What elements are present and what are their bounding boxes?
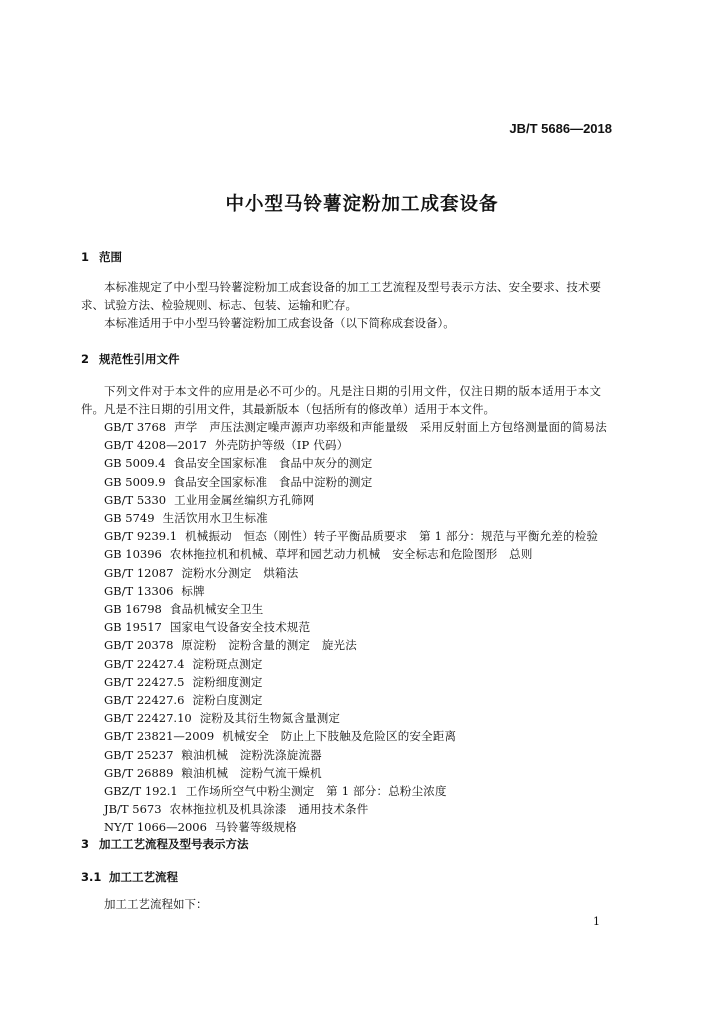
reference-title: 淀粉细度测定 [192, 674, 263, 689]
section-1-heading [81, 249, 122, 265]
reference-title: 原淀粉 淀粉含量的测定 旋光法 [181, 638, 357, 653]
reference-code: GB/T 22427.10 [104, 711, 192, 726]
reference-list [104, 418, 607, 837]
reference-item [104, 527, 607, 545]
reference-code: GB 16798 [104, 602, 162, 617]
reference-code: NY/T 1066—2006 [104, 820, 207, 835]
reference-item [104, 782, 607, 800]
reference-code: GB 19517 [104, 620, 162, 635]
reference-item [104, 618, 607, 636]
reference-code: GB 5009.9 [104, 474, 166, 489]
reference-title: 食品安全国家标准 食品中灰分的测定 [173, 456, 373, 471]
section-title: 规范性引用文件 [99, 352, 180, 366]
reference-title: 农林拖拉机及机具涂漆 通用技术条件 [169, 802, 369, 817]
section-number: 1 [81, 250, 90, 264]
reference-code: GB/T 9239.1 [104, 529, 178, 544]
reference-item [104, 655, 607, 673]
reference-title: 淀粉及其衍生物氮含量测定 [199, 711, 341, 726]
standard-number: JB/T 5686—2018 [509, 121, 612, 136]
reference-code: GBZ/T 192.1 [104, 784, 178, 799]
reference-title: 标牌 [181, 583, 205, 598]
document-title: 中小型马铃薯淀粉加工成套设备 [225, 194, 499, 215]
reference-code: GB/T 20378 [104, 638, 174, 653]
reference-title: 淀粉白度测定 [192, 693, 263, 708]
reference-code: GB/T 4208—2017 [104, 438, 207, 453]
reference-code: GB/T 22427.6 [104, 693, 185, 708]
reference-code: GB/T 12087 [104, 565, 174, 580]
reference-item [104, 491, 607, 509]
reference-item [104, 454, 607, 472]
reference-title: 食品安全国家标准 食品中淀粉的测定 [173, 474, 373, 489]
reference-item [104, 418, 607, 436]
reference-item [104, 709, 607, 727]
reference-item [104, 473, 607, 491]
reference-code: GB/T 3768 [104, 420, 167, 434]
reference-title: 马铃薯等级规格 [214, 820, 297, 835]
reference-code: GB/T 25237 [104, 747, 174, 762]
reference-title: 工业用金属丝编织方孔筛网 [174, 492, 315, 507]
section-number: 2 [81, 352, 90, 366]
reference-title: 工作场所空气中粉尘测定 第 1 部分：总粉尘浓度 [185, 784, 447, 799]
reference-code: GB/T 5330 [104, 492, 167, 507]
references-intro-paragraph: 下列文件对于本文件的应用是必不可少的。凡是注日期的引用文件，仅注日期的版本适用于本文件。凡是不注日期的引用文件，其最新版本（包括所有的修改单）适用于本文件。 [81, 384, 601, 416]
section-number: 3 [81, 837, 90, 851]
reference-title: 声学 声压法测定噪声源声功率级和声能量级 采用反射面上方包络测量面的简易法 [174, 420, 608, 434]
scope-paragraph-1: 本标准规定了中小型马铃薯淀粉加工成套设备的加工工艺流程及型号表示方法、安全要求、技术要求、试验方法、检验规则、标志、包装、运输和贮存。 [81, 280, 601, 312]
reference-item [104, 564, 607, 582]
reference-title: 国家电气设备安全技术规范 [169, 620, 311, 635]
section-title: 范围 [99, 250, 122, 264]
reference-title: 外壳防护等级（IP 代码） [214, 438, 349, 453]
reference-code: GB 10396 [104, 547, 162, 562]
reference-title: 食品机械安全卫生 [169, 602, 264, 617]
reference-code: GB/T 22427.4 [104, 656, 185, 671]
scope-paragraph-2: 本标准适用于中小型马铃薯淀粉加工成套设备（以下简称成套设备）。 [104, 316, 455, 330]
reference-title: 生活饮用水卫生标准 [162, 511, 268, 526]
process-flow-paragraph: 加工工艺流程如下： [104, 897, 208, 911]
reference-item [104, 636, 607, 654]
reference-title: 淀粉斑点测定 [192, 656, 263, 671]
reference-title: 粮油机械 淀粉气流干燥机 [181, 765, 322, 780]
reference-item [104, 436, 607, 454]
reference-item [104, 582, 607, 600]
page-number: 1 [593, 915, 600, 928]
reference-item [104, 691, 607, 709]
section-number: 3.1 [81, 870, 102, 884]
reference-item [104, 727, 607, 745]
reference-code: GB/T 23821—2009 [104, 729, 215, 744]
reference-title: 机械安全 防止上下肢触及危险区的安全距离 [222, 729, 457, 744]
reference-code: GB 5009.4 [104, 456, 166, 471]
reference-code: GB/T 26889 [104, 765, 174, 780]
section-title: 加工工艺流程 [109, 870, 178, 884]
section-3-1-heading [81, 869, 178, 885]
reference-item [104, 818, 607, 836]
reference-title: 粮油机械 淀粉洗涤旋流器 [181, 747, 322, 762]
reference-title: 机械振动 恒态（刚性）转子平衡品质要求 第 1 部分：规范与平衡允差的检验 [185, 529, 599, 544]
reference-code: GB/T 22427.5 [104, 674, 185, 689]
reference-item [104, 764, 607, 782]
reference-code: GB/T 13306 [104, 583, 174, 598]
reference-code: GB 5749 [104, 511, 155, 526]
reference-item [104, 600, 607, 618]
reference-item [104, 673, 607, 691]
section-title: 加工工艺流程及型号表示方法 [99, 837, 249, 851]
section-3-heading [81, 836, 249, 852]
reference-item [104, 746, 607, 764]
section-2-heading [81, 351, 180, 367]
reference-code: JB/T 5673 [104, 802, 162, 817]
reference-title: 淀粉水分测定 烘箱法 [181, 565, 299, 580]
reference-title: 农林拖拉机和机械、草坪和园艺动力机械 安全标志和危险图形 总则 [169, 547, 533, 562]
reference-item [104, 545, 607, 563]
reference-item [104, 509, 607, 527]
reference-item [104, 800, 607, 818]
